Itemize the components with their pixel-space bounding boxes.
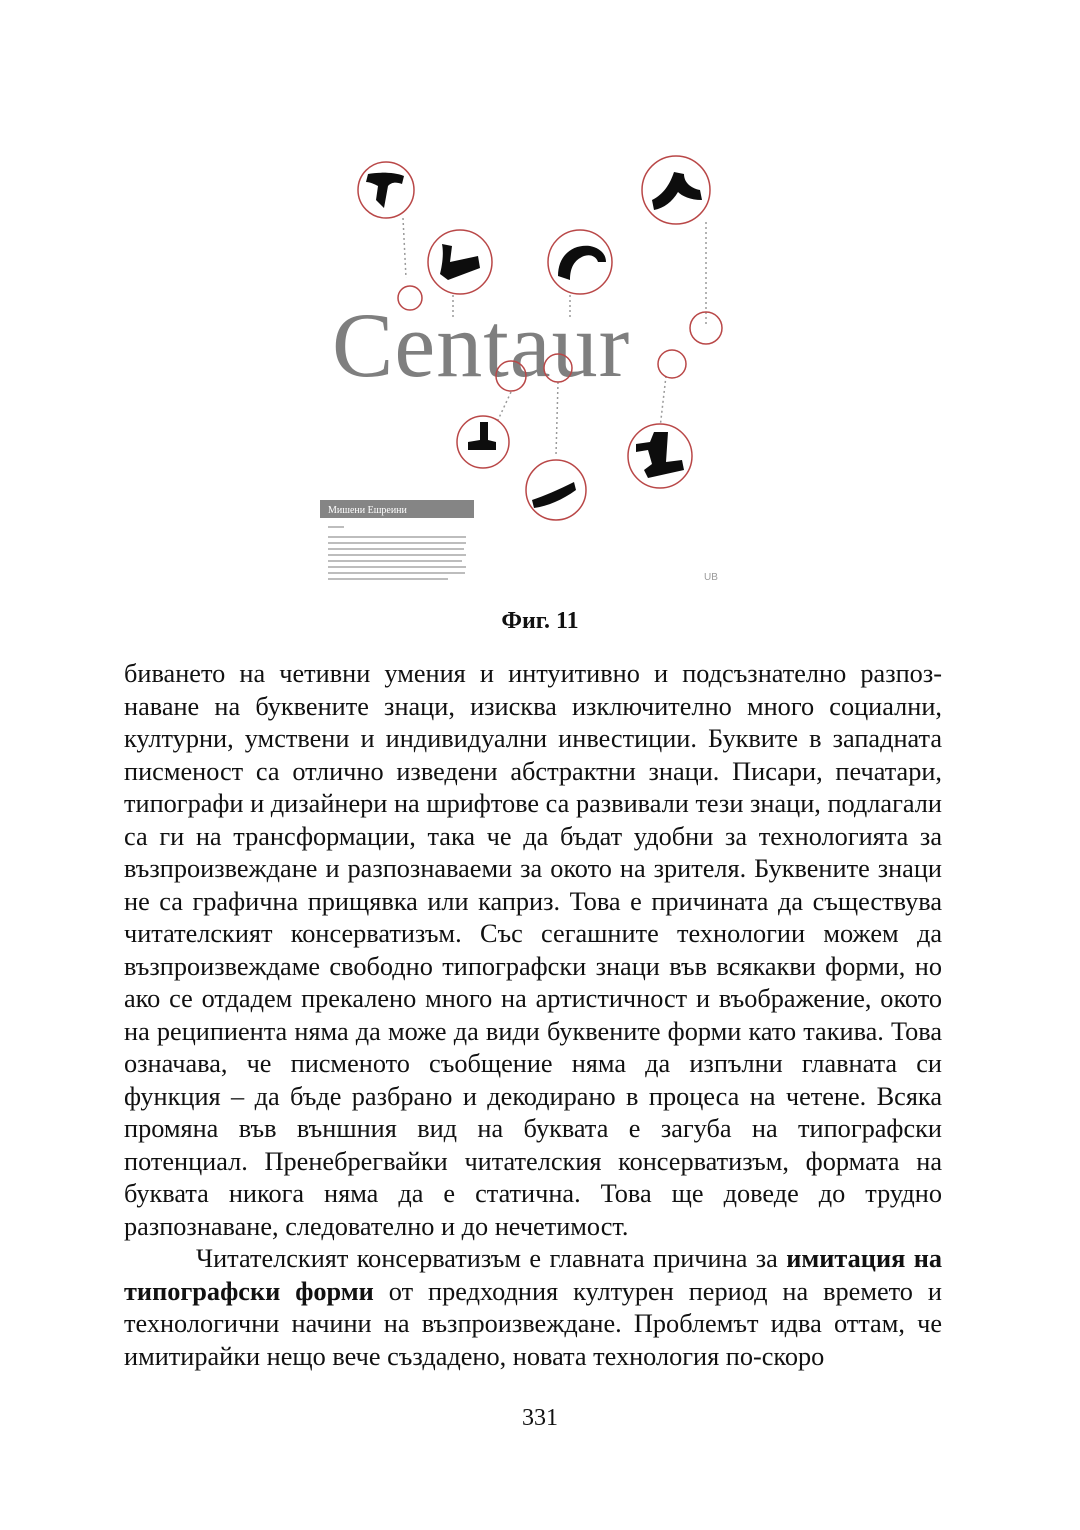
small-circle <box>658 350 686 378</box>
magnifier-circle <box>548 230 612 294</box>
miniature-text-line <box>328 566 466 568</box>
miniature-text-line <box>328 572 465 574</box>
miniature-text-line <box>328 536 466 538</box>
magnifier-circle <box>628 424 692 488</box>
miniature-text-line <box>328 526 344 528</box>
magnifier-circle <box>358 162 414 218</box>
small-circle <box>690 312 722 344</box>
body-text <box>124 658 942 1373</box>
corner-mark: UB <box>704 572 718 583</box>
guide-line <box>403 218 406 278</box>
paragraph <box>124 1243 942 1373</box>
miniature-text-line <box>328 554 466 556</box>
figure-centaur-illustration <box>318 150 738 590</box>
paragraph: биването на четивни умения и интуитивно и подсъзнателно разпознаване на буквените знаци, изисква изключително много социални, културни, умствени и индивидуални инвестиции. Буквите в западната писменост са отлично изведени абстрактни знаци. Писари, печатари, типографи и дизайнери на шрифтове са развивали тези знаци, подлагали са ги на трансформации, така че да бъдат удобни за технологията за възпроизвеждане и разпознаваеми за окото на зрителя. Буквените знаци не са графична прищявка или каприз. Това е причината да съществува читателският консерватизъм. Със сегашните технологии можем да възпроизвеждаме свободно типографски знаци във всякакви форми, но ако се отдадем прекалено много на артистичност и въображение, окото на реципиента няма да може да види буквените форми като такива. Това означава, че писменото съобщение няма да изпълни главната си функция – да бъде разбрано и декодирано в процеса на четене. Всяка промяна във външния вид на буквата е загуба на типографски потенциал. Пренебрегвайки читателския консерватизъм, формата на буквата никога няма да е статична. Това ще доведе до трудно разпознаване, следователно и до нечетимост. <box>124 659 942 1241</box>
guide-line <box>498 392 511 420</box>
miniature-text-line <box>328 542 466 544</box>
author-label-text: Мишени Ешреини <box>328 505 407 516</box>
guide-line <box>660 376 666 428</box>
miniature-text-line <box>328 560 462 562</box>
bold-phrase: имитация на типографски форми <box>124 1244 942 1306</box>
magnifier-circle <box>642 156 710 224</box>
paragraph-text: Читателският консерватизъм е главната причина за <box>196 1244 787 1273</box>
centaur-word: Centaur <box>332 294 631 396</box>
magnifier-circle <box>457 416 509 468</box>
figure-caption: Фиг. 11 <box>501 608 579 634</box>
miniature-text-line <box>328 548 464 550</box>
miniature-text-block <box>328 526 466 580</box>
magnifier-circle <box>526 460 586 520</box>
paragraph-text: от предходния културен период на времето и технологични начини на възпроизвеждане. Проблемът идва оттам, че имитирайки нещо вече създадено, новата технология по-скоро <box>124 1276 942 1371</box>
magnifier-circle <box>428 230 492 294</box>
miniature-text-line <box>328 578 448 580</box>
centaur-diagram <box>318 150 738 590</box>
page-number: 331 <box>522 1405 558 1431</box>
